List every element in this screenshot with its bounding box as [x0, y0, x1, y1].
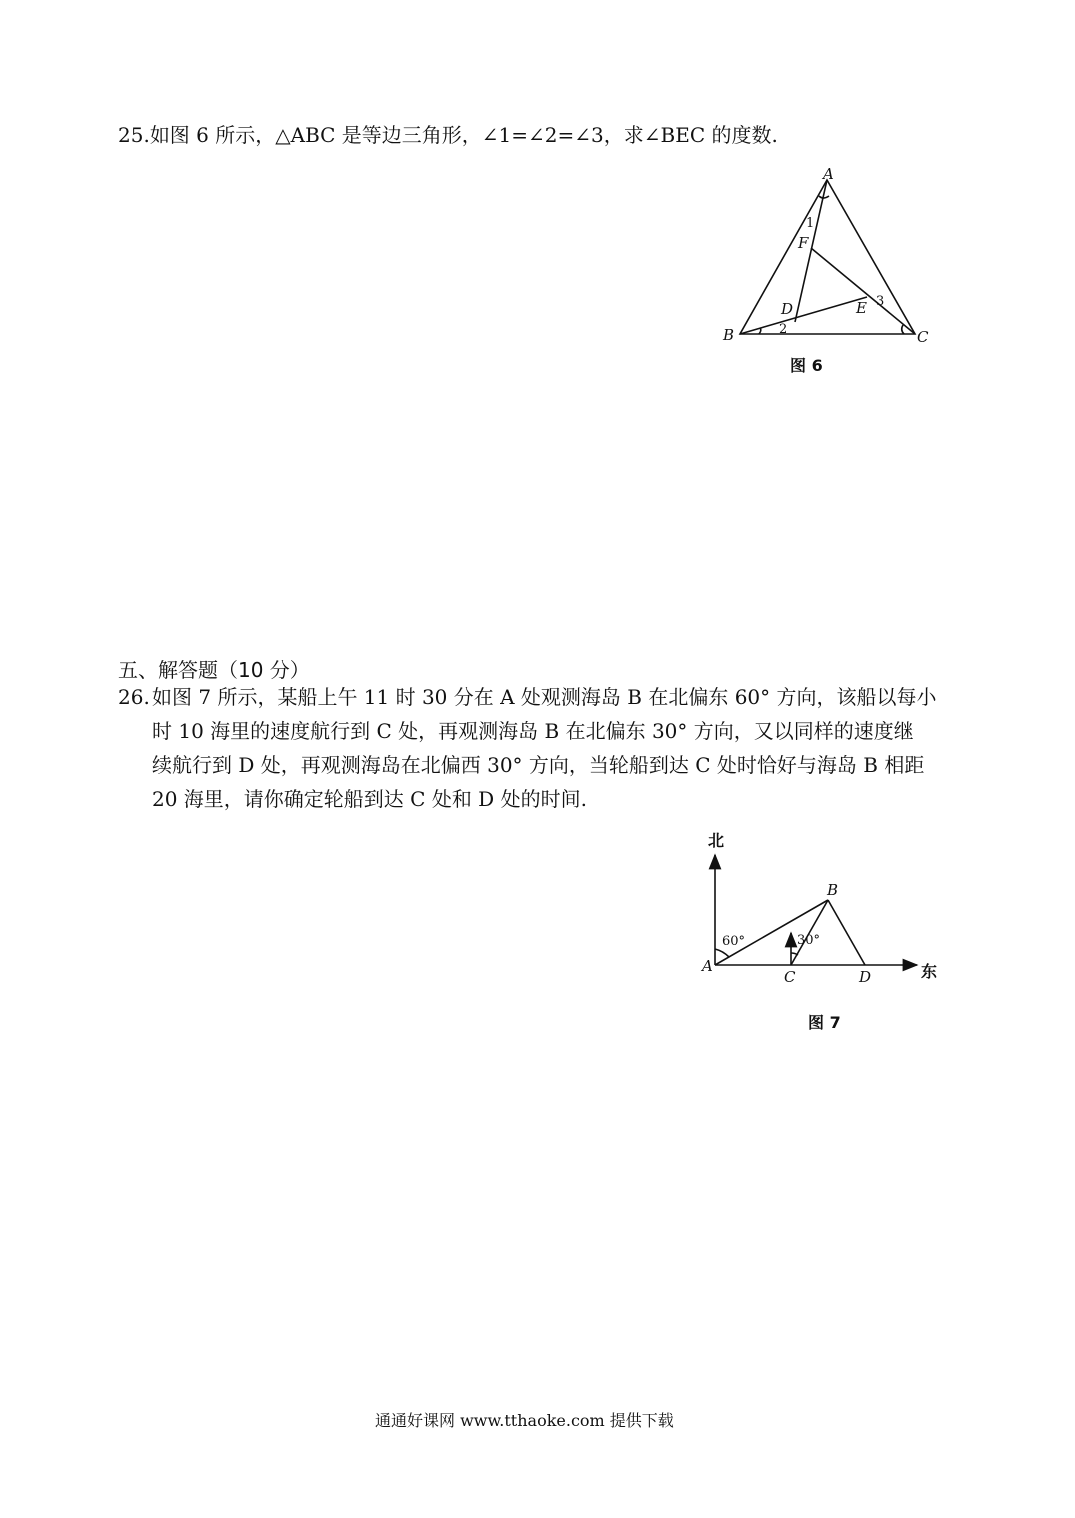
question-26-line-3: 续航行到 D 处，再观测海岛在北偏西 30° 方向，当轮船到达 C 处时恰好与海岛 B 相距 [152, 753, 925, 777]
label-c: C [917, 328, 929, 346]
label-b: B [723, 326, 735, 344]
label-angle-2: 2 [779, 322, 788, 337]
label-d: D [781, 300, 794, 318]
label-b: B [827, 881, 839, 899]
label-angle-3: 3 [876, 294, 885, 309]
figure-7-caption: 图 7 [808, 1013, 841, 1032]
figure-6 [715, 160, 965, 380]
question-number: 25. [118, 123, 150, 147]
label-east: 东 [921, 962, 938, 981]
angle-3-arc [902, 325, 904, 334]
label-angle-30: 30° [797, 933, 821, 948]
label-f: F [798, 234, 809, 252]
question-25 [118, 118, 778, 152]
segment-bd [828, 900, 865, 965]
question-26-line-2: 时 10 海里的速度航行到 C 处，再观测海岛 B 在北偏东 30° 方向，又以同样的速度继 [152, 719, 914, 743]
label-e: E [856, 299, 867, 317]
segment-cf [811, 248, 915, 334]
angle-60-arc [715, 949, 729, 957]
figure-7 [695, 825, 955, 995]
label-c: C [784, 968, 796, 986]
question-26-line-1: 如图 7 所示，某船上午 11 时 30 分在 A 处观测海岛 B 在北偏东 60° 方向，该船以每小 [152, 685, 937, 709]
question-26-number: 26. [118, 685, 150, 709]
question-26-line-4: 20 海里，请你确定轮船到达 C 处和 D 处的时间. [152, 787, 587, 811]
segment-be [740, 297, 867, 334]
figure-6-caption: 图 6 [790, 356, 823, 375]
label-a: A [702, 957, 713, 975]
question-text: 如图 6 所示，△ABC 是等边三角形，∠1=∠2=∠3，求∠BEC 的度数. [149, 123, 778, 147]
triangle-abc [740, 180, 915, 334]
label-a: A [823, 165, 834, 183]
label-angle-1: 1 [806, 216, 815, 231]
section-title: 五、解答题（10 分） [118, 658, 310, 682]
label-north: 北 [708, 831, 725, 850]
label-angle-60: 60° [722, 934, 746, 949]
footer-text: 通通好课网 www.tthaoke.com 提供下载 [375, 1411, 674, 1430]
label-d: D [859, 968, 872, 986]
